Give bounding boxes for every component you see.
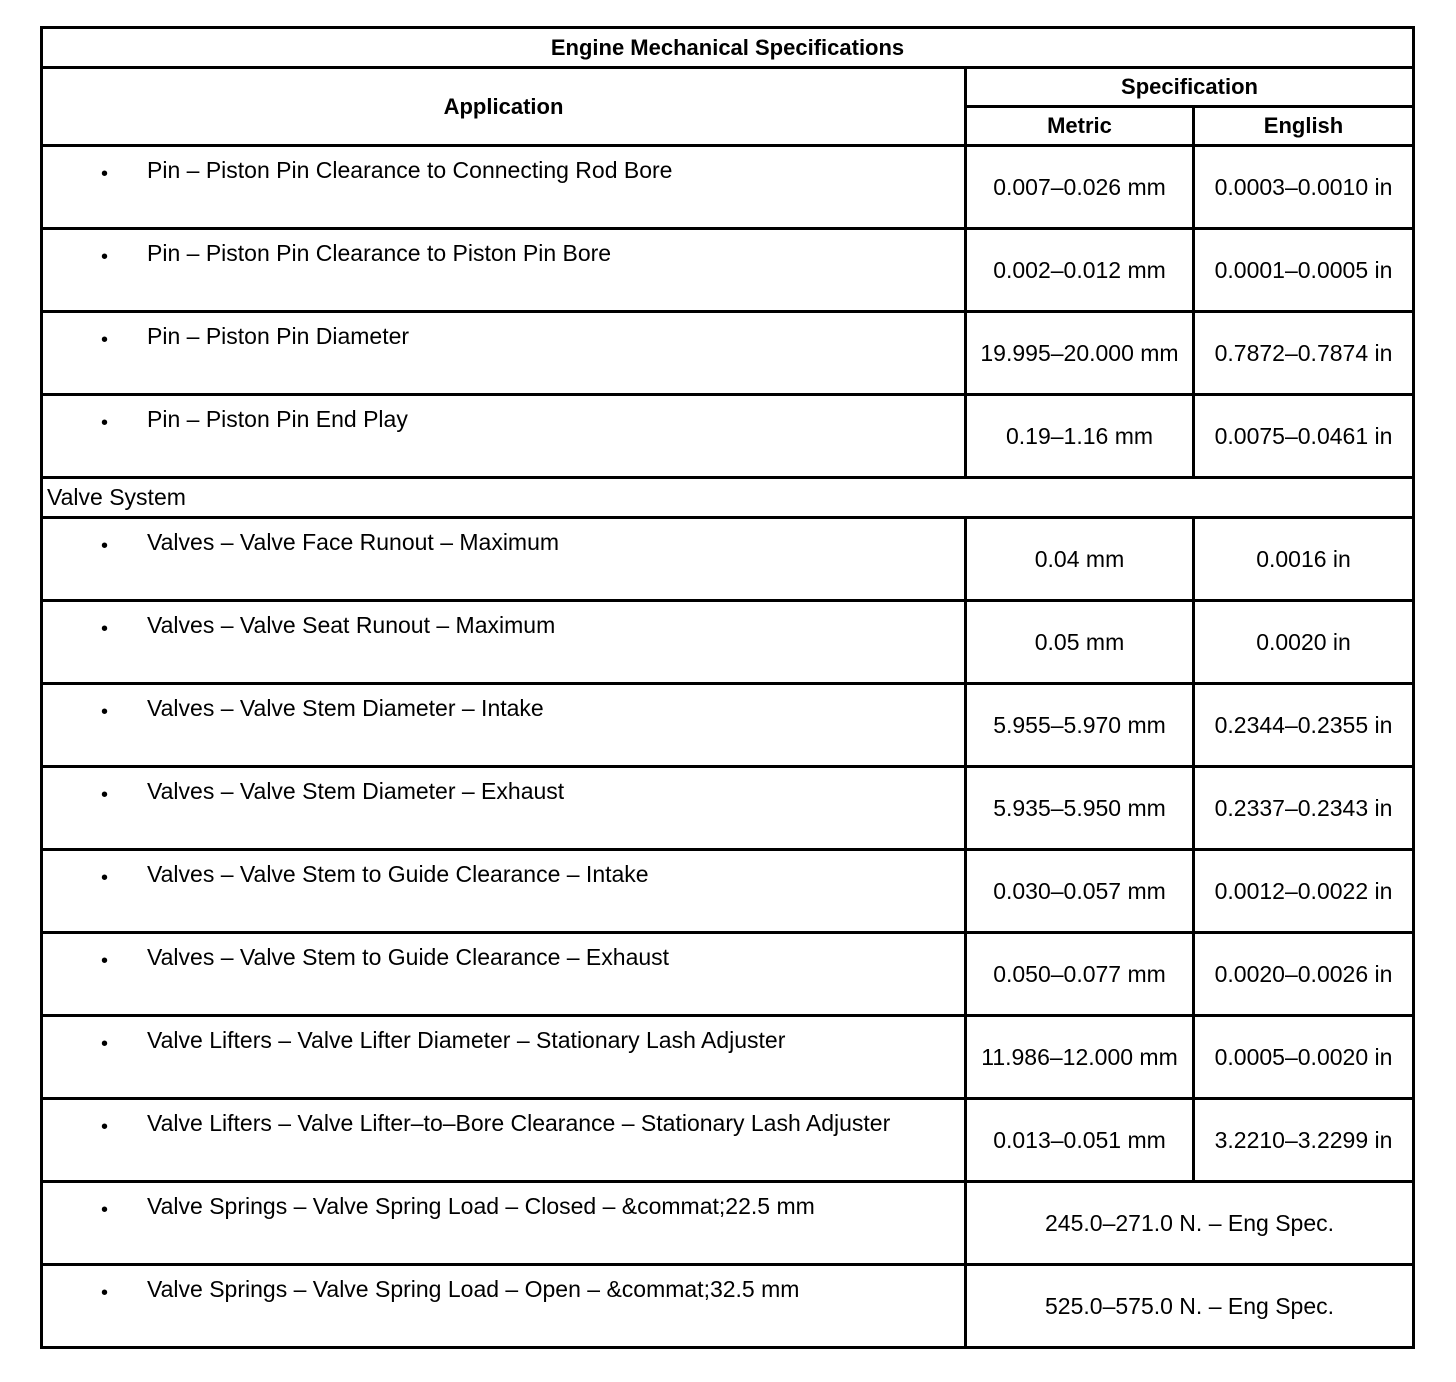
bullet-icon: •	[101, 535, 109, 557]
metric-header: Metric	[966, 107, 1194, 146]
metric-value: 0.04 mm	[966, 518, 1194, 601]
table-row	[42, 1182, 1414, 1265]
combined-spec-value: 525.0–575.0 N. – Eng Spec.	[966, 1265, 1414, 1348]
bullet-icon: •	[101, 950, 109, 972]
application-cell	[42, 395, 966, 478]
metric-value: 0.19–1.16 mm	[966, 395, 1194, 478]
english-value: 0.0003–0.0010 in	[1194, 146, 1414, 229]
metric-value: 0.05 mm	[966, 601, 1194, 684]
metric-value: 0.007–0.026 mm	[966, 146, 1194, 229]
metric-value: 0.030–0.057 mm	[966, 850, 1194, 933]
metric-value: 11.986–12.000 mm	[966, 1016, 1194, 1099]
table-row	[42, 1265, 1414, 1348]
bullet-icon: •	[101, 618, 109, 640]
metric-value: 5.935–5.950 mm	[966, 767, 1194, 850]
row-label: Valves – Valve Seat Runout – Maximum	[147, 612, 556, 638]
row-label: Pin – Piston Pin Clearance to Connecting Rod Bore	[147, 157, 673, 183]
application-cell	[42, 601, 966, 684]
row-label: Pin – Piston Pin End Play	[147, 406, 408, 432]
row-label: Valves – Valve Stem to Guide Clearance – Exhaust	[147, 944, 670, 970]
application-cell	[42, 1099, 966, 1182]
application-cell	[42, 146, 966, 229]
application-header: Application	[42, 68, 966, 146]
metric-value: 5.955–5.970 mm	[966, 684, 1194, 767]
english-value: 0.0005–0.0020 in	[1194, 1016, 1414, 1099]
title-row	[42, 28, 1414, 68]
table-row	[42, 229, 1414, 312]
application-cell	[42, 518, 966, 601]
metric-value: 0.013–0.051 mm	[966, 1099, 1194, 1182]
bullet-icon: •	[101, 1282, 109, 1304]
bullet-icon: •	[101, 246, 109, 268]
row-label: Pin – Piston Pin Clearance to Piston Pin Bore	[147, 240, 612, 266]
application-cell	[42, 933, 966, 1016]
table-row	[42, 312, 1414, 395]
english-value: 0.0016 in	[1194, 518, 1414, 601]
row-label: Valves – Valve Stem Diameter – Intake	[147, 695, 544, 721]
row-label: Valves – Valve Stem to Guide Clearance – Intake	[147, 861, 649, 887]
english-value: 0.0075–0.0461 in	[1194, 395, 1414, 478]
bullet-icon: •	[101, 1199, 109, 1221]
bullet-icon: •	[101, 1033, 109, 1055]
english-value: 0.7872–0.7874 in	[1194, 312, 1414, 395]
combined-spec-value: 245.0–271.0 N. – Eng Spec.	[966, 1182, 1414, 1265]
english-header: English	[1194, 107, 1414, 146]
row-label: Valves – Valve Face Runout – Maximum	[147, 529, 560, 555]
table-row	[42, 767, 1414, 850]
metric-value: 0.050–0.077 mm	[966, 933, 1194, 1016]
english-value: 3.2210–3.2299 in	[1194, 1099, 1414, 1182]
english-value: 0.0020–0.0026 in	[1194, 933, 1414, 1016]
metric-value: 0.002–0.012 mm	[966, 229, 1194, 312]
table-row	[42, 601, 1414, 684]
engine-specifications-table	[40, 26, 1415, 1349]
bullet-icon: •	[101, 412, 109, 434]
application-cell	[42, 850, 966, 933]
table-row	[42, 933, 1414, 1016]
table-title: Engine Mechanical Specifications	[42, 28, 1414, 68]
table-row	[42, 518, 1414, 601]
metric-value: 19.995–20.000 mm	[966, 312, 1194, 395]
bullet-icon: •	[101, 163, 109, 185]
table-row	[42, 850, 1414, 933]
application-cell	[42, 312, 966, 395]
english-value: 0.0001–0.0005 in	[1194, 229, 1414, 312]
english-value: 0.0020 in	[1194, 601, 1414, 684]
table-row	[42, 395, 1414, 478]
application-cell	[42, 767, 966, 850]
section-label: Valve System	[42, 478, 1414, 518]
table-row	[42, 1099, 1414, 1182]
application-cell	[42, 1016, 966, 1099]
header-row-1	[42, 68, 1414, 107]
row-label: Valve Lifters – Valve Lifter–to–Bore Clearance – Stationary Lash Adjuster	[147, 1110, 891, 1136]
specification-header: Specification	[966, 68, 1414, 107]
english-value: 0.2344–0.2355 in	[1194, 684, 1414, 767]
bullet-icon: •	[101, 784, 109, 806]
section-row	[42, 478, 1414, 518]
row-label: Valve Springs – Valve Spring Load – Open – &commat;32.5 mm	[147, 1276, 800, 1302]
application-cell	[42, 229, 966, 312]
bullet-icon: •	[101, 867, 109, 889]
application-cell	[42, 1265, 966, 1348]
row-label: Valve Springs – Valve Spring Load – Closed – &commat;22.5 mm	[147, 1193, 815, 1219]
table-row	[42, 1016, 1414, 1099]
row-label: Pin – Piston Pin Diameter	[147, 323, 410, 349]
application-cell	[42, 1182, 966, 1265]
row-label: Valves – Valve Stem Diameter – Exhaust	[147, 778, 565, 804]
bullet-icon: •	[101, 329, 109, 351]
table-row	[42, 146, 1414, 229]
english-value: 0.0012–0.0022 in	[1194, 850, 1414, 933]
table-row	[42, 684, 1414, 767]
english-value: 0.2337–0.2343 in	[1194, 767, 1414, 850]
row-label: Valve Lifters – Valve Lifter Diameter – Stationary Lash Adjuster	[147, 1027, 786, 1053]
application-cell	[42, 684, 966, 767]
bullet-icon: •	[101, 1116, 109, 1138]
bullet-icon: •	[101, 701, 109, 723]
